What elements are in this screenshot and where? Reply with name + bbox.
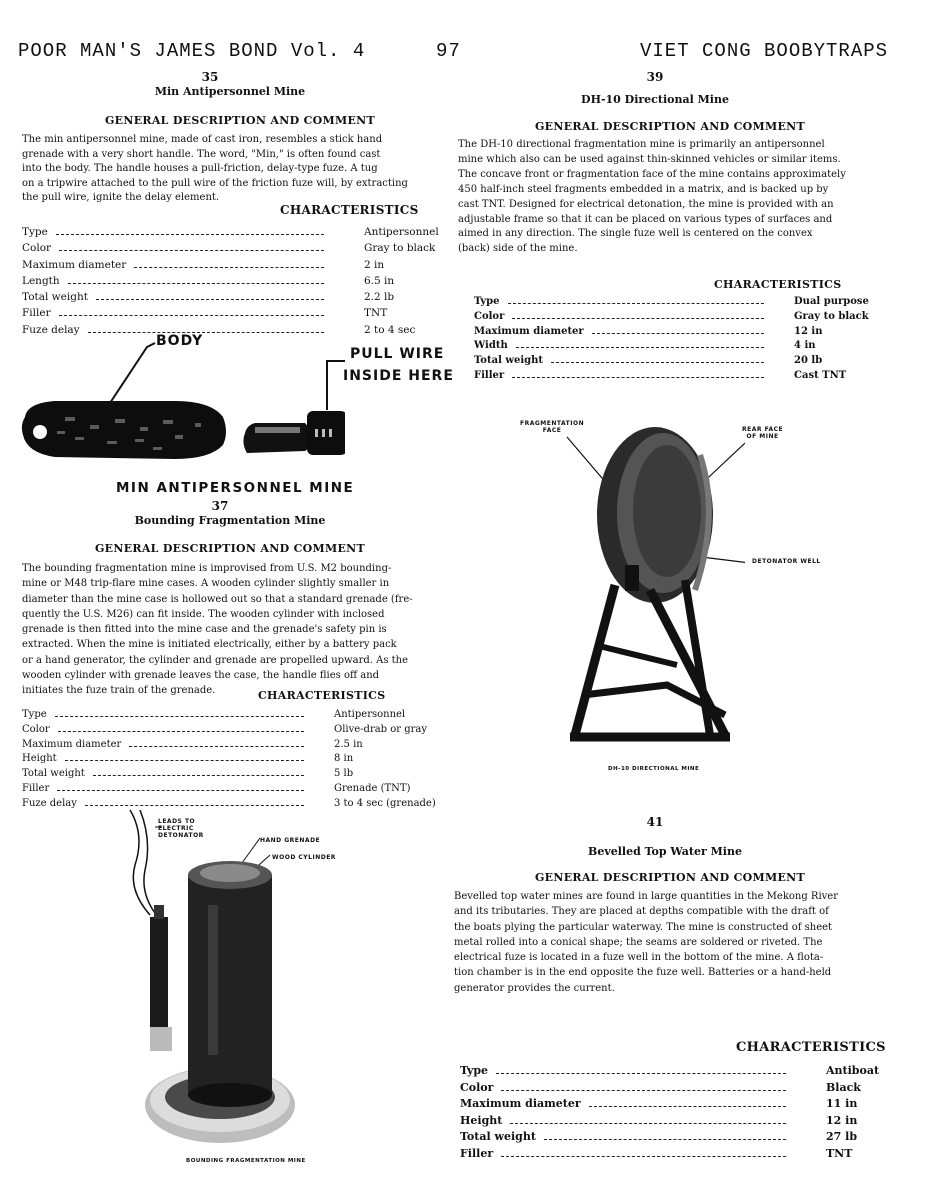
- description-heading: GENERAL DESCRIPTION AND COMMENT: [104, 114, 375, 127]
- table-row: Width 4 in: [474, 340, 816, 352]
- table-row: Maximum diameter 11 in: [460, 1097, 858, 1110]
- table-row: Type Dual purpose: [474, 296, 869, 307]
- paragraph-line: the boats plying the particular waterway. The mine is constructed of sheet: [454, 921, 833, 933]
- bounding-mine-figure: [110, 805, 330, 1155]
- section-number: 35: [201, 70, 219, 84]
- section-title: Min Antipersonnel Mine: [154, 85, 306, 98]
- table-row: Fuze delay 3 to 4 sec (grenade): [22, 797, 436, 809]
- description-paragraph: [22, 133, 446, 206]
- table-row: Color Gray to black: [22, 242, 436, 255]
- paragraph-line: extracted. When the mine is initiated electrically, either by a battery pack: [22, 639, 397, 651]
- table-row: Type Antipersonnel: [22, 709, 406, 720]
- characteristics-table: [22, 709, 450, 813]
- table-row: Filler TNT: [22, 307, 388, 320]
- paragraph-line: adjustable frame so that it can be placed on various types of surfaces and: [458, 213, 833, 225]
- paragraph-line: diameter than the mine case is hollowed out so that a standard grenade (fre-: [22, 593, 413, 605]
- figure-label-body: BODY: [156, 333, 204, 349]
- paragraph-line: (back) side of the mine.: [458, 243, 578, 255]
- paragraph-line: grenade with a very short handle. The word, "Min," is often found cast: [22, 148, 381, 160]
- paragraph-line: generator provides the current.: [454, 982, 615, 994]
- description-heading: GENERAL DESCRIPTION AND COMMENT: [534, 871, 805, 884]
- table-row: Total weight 27 lb: [460, 1130, 858, 1143]
- paragraph-line: aimed in any direction. The single fuze well is centered on the convex: [458, 228, 813, 240]
- description-heading: GENERAL DESCRIPTION AND COMMENT: [94, 542, 365, 555]
- table-row: Height 8 in: [22, 753, 354, 765]
- table-row: Filler Grenade (TNT): [22, 782, 411, 794]
- paragraph-line: mine or M48 trip-flare mine cases. A wooden cylinder slightly smaller in: [22, 578, 390, 590]
- paragraph-line: The concave front or fragmentation face of the mine contains approximately: [458, 168, 846, 180]
- table-row: Maximum diameter 2.5 in: [22, 738, 363, 750]
- paragraph-line: grenade is then fitted into the mine case and the grenade's safety pin is: [22, 624, 387, 636]
- paragraph-line: and its tributaries. They are placed at depths compatible with the draft of: [454, 906, 829, 918]
- table-row: Maximum diameter 12 in: [474, 325, 823, 337]
- paragraph-line: 450 half-inch steel fragments embedded in a matrix, and is backed up by: [458, 183, 829, 195]
- header-chapter-title: VIET CONG BOOBYTRAPS: [640, 40, 889, 62]
- table-row: Filler Cast TNT: [474, 369, 847, 381]
- paragraph-line: the pull wire, ignite the delay element.: [22, 192, 220, 203]
- figure-caption: DH-10 DIRECTIONAL MINE: [608, 766, 700, 772]
- table-row: Length 6.5 in: [22, 274, 395, 287]
- characteristics-table: [474, 296, 880, 385]
- table-row: Height 12 in: [460, 1113, 858, 1127]
- paragraph-line: The DH-10 directional fragmentation mine is primarily an antipersonnel: [458, 139, 825, 150]
- figure-caption: MIN ANTIPERSONNEL MINE: [116, 480, 355, 496]
- table-row: Color Gray to black: [474, 310, 869, 322]
- figure-label-leads: LEADS TO ELECTRIC DETONATOR: [158, 818, 204, 839]
- figure-label-rear-face: REAR FACE OF MINE: [742, 426, 784, 440]
- figure-label-hand-grenade: HAND GRENADE: [260, 837, 321, 844]
- paragraph-line: mine which also can be used against thin-skinned vehicles or similar items.: [458, 153, 841, 165]
- figure-label-detonator-well: DETONATOR WELL: [752, 558, 821, 565]
- description-heading: GENERAL DESCRIPTION AND COMMENT: [534, 120, 805, 133]
- paragraph-line: The min antipersonnel mine, made of cast iron, resembles a stick hand: [22, 134, 383, 145]
- paragraph-line: tion chamber is in the end opposite the fuze well. Batteries or a hand-held: [454, 967, 832, 979]
- dh10-mine-figure: [555, 415, 745, 755]
- header-book-title: POOR MAN'S JAMES BOND Vol. 4: [18, 40, 366, 62]
- section-number: 37: [211, 499, 229, 513]
- paragraph-line: The bounding fragmentation mine is improvised from U.S. M2 bounding-: [22, 563, 392, 574]
- section-title: DH-10 Directional Mine: [581, 93, 729, 106]
- figure-label-inside-here: INSIDE HERE: [343, 368, 454, 384]
- paragraph-line: initiates the fuze train of the grenade.: [22, 685, 216, 697]
- table-row: Fuze delay 2 to 4 sec: [22, 323, 416, 336]
- description-paragraph: [458, 138, 880, 257]
- paragraph-line: on a tripwire attached to the pull wire of the friction fuze will, by extracting: [22, 177, 408, 189]
- table-row: Total weight 5 lb: [22, 768, 354, 780]
- table-row: Type Antipersonnel: [22, 226, 439, 238]
- table-row: Color Black: [460, 1080, 861, 1094]
- paragraph-line: metal rolled into a conical shape; the seams are soldered or riveted. The: [454, 936, 823, 948]
- characteristics-heading: CHARACTERISTICS: [258, 689, 386, 702]
- header-page-number: 97: [436, 40, 461, 62]
- description-paragraph: [454, 889, 878, 996]
- characteristics-heading: CHARACTERISTICS: [280, 203, 419, 217]
- paragraph-line: into the body. The handle houses a pull-friction, delay-type fuze. A tug: [22, 163, 378, 174]
- paragraph-line: electrical fuze is located in a fuze well in the bottom of the mine. A flota-: [454, 952, 824, 964]
- paragraph-line: wooden cylinder with grenade leaves the case, the handle flies off and: [22, 670, 380, 682]
- figure-label-fragmentation-face: FRAGMENTATION FACE: [520, 420, 585, 434]
- characteristics-heading: CHARACTERISTICS: [736, 1040, 886, 1055]
- section-number: 39: [646, 70, 664, 84]
- table-row: Maximum diameter 2 in: [22, 258, 385, 271]
- figure-label-wood-cylinder: WOOD CYLINDER: [272, 854, 336, 861]
- characteristics-heading: CHARACTERISTICS: [714, 278, 842, 291]
- figure-caption: BOUNDING FRAGMENTATION MINE: [186, 1158, 306, 1164]
- characteristics-table: [22, 226, 446, 340]
- paragraph-line: quently the U.S. M26) can fit inside. The wooden cylinder with inclosed: [22, 608, 385, 620]
- min-mine-figure: [15, 335, 345, 475]
- figure-label-pull-wire: PULL WIRE: [350, 346, 445, 362]
- section-number: 41: [646, 815, 664, 829]
- table-row: Type Antiboat: [460, 1064, 880, 1077]
- table-row: Total weight 2.2 lb: [22, 291, 395, 304]
- section-title: Bounding Fragmentation Mine: [134, 514, 326, 527]
- table-row: Total weight 20 lb: [474, 355, 823, 367]
- table-row: Filler TNT: [460, 1146, 853, 1160]
- section-title: Bevelled Top Water Mine: [588, 845, 742, 858]
- table-row: Color Olive-drab or gray: [22, 723, 428, 735]
- description-paragraph: [22, 561, 442, 699]
- paragraph-line: or a hand generator, the cylinder and grenade are propelled upward. As the: [22, 654, 409, 666]
- paragraph-line: cast TNT. Designed for electrical detonation, the mine is provided with an: [458, 198, 834, 210]
- characteristics-table: [460, 1064, 884, 1163]
- paragraph-line: Bevelled top water mines are found in large quantities in the Mekong River: [454, 891, 839, 902]
